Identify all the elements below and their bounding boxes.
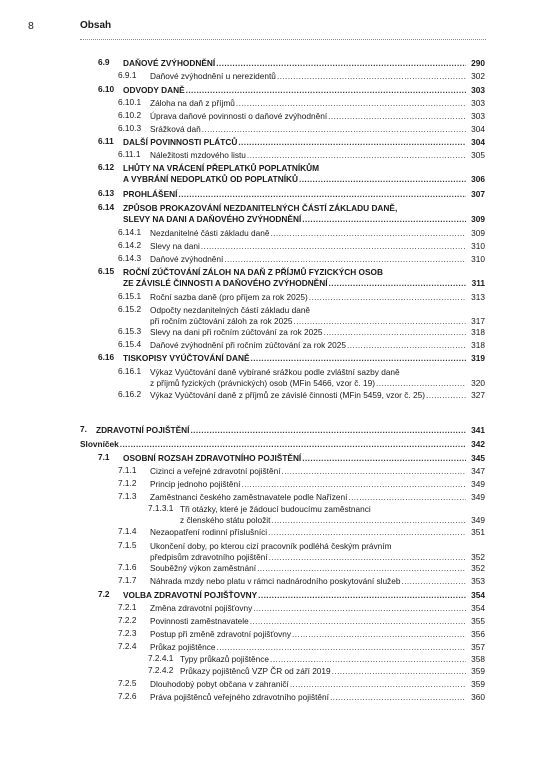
toc-entry-title: SLEVY NA DANI A DAŇOVÉHO ZVÝHODNĚNÍ — [123, 214, 302, 224]
toc-entry-title: Povinnosti zaměstnavatele — [150, 616, 249, 626]
toc-entry-number: 6.14.2 — [118, 240, 142, 250]
toc-entry-title: Nezdanitelné části základu daně — [150, 228, 270, 238]
dot-leader — [292, 629, 466, 639]
toc-entry-title: Slevy na dani — [150, 241, 200, 251]
toc-page-number: 304 — [471, 124, 485, 134]
toc-page-number: 311 — [471, 278, 485, 288]
toc-page-number: 317 — [471, 316, 485, 326]
toc-entry-title: z členského státu položit — [180, 515, 271, 525]
toc-subsection-entry[interactable] — [0, 678, 543, 689]
dot-leader — [309, 292, 466, 302]
toc-entry-title: Průkaz pojištěnce — [150, 642, 216, 652]
toc-section-entry[interactable] — [0, 202, 543, 224]
toc-section-entry[interactable] — [0, 266, 543, 288]
toc-entry-title: Změna zdravotní pojišťovny — [150, 603, 253, 613]
toc-entry-number: 6.10.3 — [118, 123, 142, 133]
toc-entry-title: VOLBA ZDRAVOTNÍ POJIŠŤOVNY — [123, 590, 258, 600]
toc-entry-title: Práva pojištěnců veřejného zdravotního pojištění — [150, 692, 329, 702]
toc-page-number: 349 — [471, 515, 485, 525]
toc-page-number: 327 — [471, 390, 485, 400]
toc-entry-number: 6.14.3 — [118, 253, 142, 263]
toc-entry-number: 7.2.2 — [118, 615, 137, 625]
dot-leader — [401, 576, 466, 586]
toc-entry-title: Záloha na daň z příjmů — [150, 98, 235, 108]
toc-subsection-entry[interactable] — [0, 526, 543, 537]
toc-page-number: 318 — [471, 340, 485, 350]
page-number: 8 — [28, 20, 34, 32]
dot-leader — [270, 654, 466, 664]
toc-section-entry[interactable] — [0, 57, 543, 68]
toc-page-number: 349 — [471, 479, 485, 489]
toc-subsection-entry[interactable] — [0, 70, 543, 81]
toc-entry-number: 6.16 — [98, 352, 115, 362]
dot-leader — [332, 666, 466, 676]
toc-subsection-entry[interactable] — [0, 339, 543, 350]
toc-page-number: 353 — [471, 576, 485, 586]
toc-subsection-entry[interactable] — [0, 478, 543, 489]
toc-entry-title: Výkaz Vyúčtování daně vybírané srážkou podle zvláštní sazby daně — [150, 367, 400, 377]
toc-subsection-entry[interactable] — [0, 465, 543, 476]
toc-entry-title: ZPŮSOB PROKAZOVÁNÍ NEZDANITELNÝCH ČÁSTÍ ZÁKLADU DANĚ, — [123, 203, 398, 213]
toc-page-number: 354 — [471, 590, 485, 600]
dot-leader — [294, 316, 466, 326]
toc-entry-title: Náhrada mzdy nebo platu v rámci nadnárodního poskytování služeb — [150, 576, 401, 586]
toc-entry-number: 7.2.3 — [118, 628, 137, 638]
dot-leader — [270, 228, 466, 238]
toc-entry-title: TISKOPISY VYÚČTOVÁNÍ DANĚ — [123, 353, 250, 363]
toc-entry-number: 7. — [80, 424, 87, 434]
toc-entry-number: 6.15.2 — [118, 304, 142, 314]
toc-subsection-entry[interactable] — [0, 503, 543, 525]
toc-entry-number: 7.2.4 — [118, 641, 137, 651]
toc-entry-number: 7.1.3 — [118, 491, 137, 501]
toc-subsection-entry[interactable] — [0, 615, 543, 626]
dot-leader — [330, 692, 466, 702]
toc-entry-title: Souběžný výkon zaměstnání — [150, 563, 257, 573]
dot-leader — [271, 515, 466, 525]
dot-leader — [277, 71, 466, 81]
toc-section-entry[interactable] — [0, 162, 543, 184]
toc-page-number: 356 — [471, 629, 485, 639]
toc-subsection-entry[interactable] — [0, 691, 543, 702]
toc-entry-title: DAŇOVÉ ZVÝHODNĚNÍ — [123, 58, 216, 68]
dot-leader — [236, 98, 466, 108]
toc-page-number: 354 — [471, 603, 485, 613]
dot-leader — [250, 616, 466, 626]
toc-subsection-entry[interactable] — [0, 253, 543, 264]
dot-leader — [178, 189, 466, 199]
toc-entry-number: 6.14 — [98, 202, 115, 212]
toc-subsection-entry[interactable] — [0, 562, 543, 573]
toc-page-number: 306 — [471, 174, 485, 184]
dot-leader — [347, 340, 466, 350]
toc-entry-title: LHŮTY NA VRÁCENÍ PŘEPLATKŮ POPLATNÍKŮM — [123, 163, 320, 173]
toc-entry-title: OSOBNÍ ROZSAH ZDRAVOTNÍHO POJIŠTĚNÍ — [123, 453, 302, 463]
dot-leader — [201, 241, 466, 251]
toc-entry-title: při ročním zúčtování záloh za rok 2025 — [150, 316, 293, 326]
toc-entry-number: 7.1.1 — [118, 465, 137, 475]
toc-subsection-entry[interactable] — [0, 97, 543, 108]
toc-entry-number: 7.2.4.2 — [148, 665, 174, 675]
toc-subsection-entry[interactable] — [0, 641, 543, 652]
toc-entry-number: 7.2.6 — [118, 691, 137, 701]
toc-entry-number: 7.1.6 — [118, 562, 137, 572]
toc-entry-number: 7.1.3.1 — [148, 503, 174, 513]
toc-subsection-entry[interactable] — [0, 540, 543, 562]
toc-entry-title: předpisům zdravotního pojištění — [150, 552, 268, 562]
toc-entry-title: Daňové zvýhodnění — [150, 254, 224, 264]
dot-leader — [299, 174, 466, 184]
toc-entry-title: Dlouhodobý pobyt občana v zahraničí — [150, 679, 289, 689]
toc-entry-number: 6.10.1 — [118, 97, 142, 107]
toc-page-number: 310 — [471, 241, 485, 251]
toc-page-number: 359 — [471, 666, 485, 676]
toc-section-entry[interactable] — [0, 188, 543, 199]
toc-entry-number: 7.2.1 — [118, 602, 137, 612]
toc-page-number: 309 — [471, 214, 485, 224]
toc-subsection-entry[interactable] — [0, 575, 543, 586]
toc-page-number: 351 — [471, 527, 485, 537]
dot-leader — [247, 150, 466, 160]
toc-page-number: 342 — [471, 439, 485, 449]
toc-entry-title: Cizinci a veřejné zdravotní pojištění — [150, 466, 281, 476]
toc-entry-number: 7.1.7 — [118, 575, 137, 585]
dot-leader — [426, 390, 466, 400]
toc-entry-number: 6.12 — [98, 162, 115, 172]
toc-subsection-entry[interactable] — [0, 326, 543, 337]
toc-page-number: 302 — [471, 71, 485, 81]
toc-page-number: 352 — [471, 552, 485, 562]
dot-leader — [250, 353, 466, 363]
toc-subsection-entry[interactable] — [0, 491, 543, 502]
toc-entry-number: 7.1 — [98, 452, 110, 462]
toc-entry-number: 7.2.5 — [118, 678, 137, 688]
toc-entry-title: Výkaz Vyúčtování daně z příjmů ze závislé činnosti (MFin 5459, vzor č. 25) — [150, 390, 425, 400]
dot-leader — [348, 492, 466, 502]
dot-leader — [258, 590, 466, 600]
toc-entry-title: z příjmů fyzických (právnických) osob (MFin 5466, vzor č. 19) — [150, 378, 376, 388]
toc-page-number: 303 — [471, 85, 485, 95]
toc-entry-number: 7.2 — [98, 589, 110, 599]
toc-subsection-entry[interactable] — [0, 389, 543, 400]
toc-entry-number: 6.10 — [98, 84, 115, 94]
toc-subsection-entry[interactable] — [0, 227, 543, 238]
toc-entry-title: Odpočty nezdanitelných částí základu daně — [150, 305, 311, 315]
toc-entry-title: Slovníček — [80, 439, 119, 449]
toc-entry-number: 6.15 — [98, 266, 115, 276]
toc-subsection-entry[interactable] — [0, 123, 543, 134]
toc-section-entry[interactable] — [0, 424, 543, 435]
toc-page-number: 352 — [471, 563, 485, 573]
dot-leader — [376, 378, 466, 388]
toc-page-number: 347 — [471, 466, 485, 476]
toc-entry-number: 6.11.1 — [118, 149, 141, 159]
toc-subsection-entry[interactable] — [0, 366, 543, 388]
toc-page-number: 319 — [471, 353, 485, 363]
toc-entry-title: A VYBRÁNÍ NEDOPLATKŮ OD POPLATNÍKŮ — [123, 174, 299, 184]
toc-entry-number: 6.16.1 — [118, 366, 142, 376]
toc-subsection-entry[interactable] — [0, 149, 543, 160]
toc-entry-number: 6.11 — [98, 136, 114, 146]
toc-entry-number: 6.15.4 — [118, 339, 142, 349]
toc-entry-number: 6.10.2 — [118, 110, 142, 120]
dot-leader — [329, 278, 466, 288]
toc-entry-number: 7.1.4 — [118, 526, 137, 536]
toc-subsection-entry[interactable] — [0, 653, 543, 664]
toc-entry-number: 6.16.2 — [118, 389, 142, 399]
toc-entry-number: 6.9 — [98, 57, 110, 67]
toc-page-number: 309 — [471, 228, 485, 238]
dot-leader — [257, 563, 466, 573]
toc-page-number: 318 — [471, 327, 485, 337]
toc-entry-number: 6.9.1 — [118, 70, 137, 80]
toc-entry-number: 7.2.4.1 — [148, 653, 174, 663]
dot-leader — [120, 439, 466, 449]
toc-page-number: 355 — [471, 616, 485, 626]
dot-leader — [268, 527, 466, 537]
toc-entry-title: PROHLÁŠENÍ — [123, 189, 178, 199]
toc-page-number: 359 — [471, 679, 485, 689]
toc-subsection-entry[interactable] — [0, 628, 543, 639]
toc-entry-title: Princip jednoho pojištění — [150, 479, 241, 489]
dot-leader — [302, 214, 466, 224]
toc-entry-title: Slevy na dani při ročním zúčtování za rok 2025 — [150, 327, 323, 337]
dot-leader — [302, 453, 466, 463]
toc-entry-title: Roční sazba daně (pro příjem za rok 2025) — [150, 292, 308, 302]
toc-entry-title: Postup při změně zdravotní pojišťovny — [150, 629, 292, 639]
dot-leader — [224, 254, 466, 264]
toc-page-number: 303 — [471, 98, 485, 108]
toc-page-number: 358 — [471, 654, 485, 664]
toc-subsection-entry[interactable] — [0, 665, 543, 676]
toc-page-number: 345 — [471, 453, 485, 463]
toc-entry-number: 6.13 — [98, 188, 115, 198]
dot-leader — [253, 603, 466, 613]
toc-page-number: 303 — [471, 111, 485, 121]
toc-section-entry[interactable] — [0, 352, 543, 363]
toc-entry-title: Ukončení doby, po kterou cizí pracovník podléhá českým právním — [150, 541, 392, 551]
toc-entry-number: 6.15.1 — [118, 291, 142, 301]
toc-section-entry[interactable] — [0, 84, 543, 95]
toc-entry-title: Typy průkazů pojištěnce — [180, 654, 270, 664]
toc-subsection-entry[interactable] — [0, 304, 543, 326]
dot-leader — [190, 425, 466, 435]
toc-section-entry[interactable] — [0, 136, 543, 147]
toc-entry-title: ROČNÍ ZÚČTOVÁNÍ ZÁLOH NA DAŇ Z PŘÍJMŮ FYZICKÝCH OSOB — [123, 267, 383, 277]
toc-page-number: 305 — [471, 150, 485, 160]
toc-entry-title: Nezaopatření rodinní příslušníci — [150, 527, 268, 537]
toc-page-number: 307 — [471, 189, 485, 199]
toc-page-number: 310 — [471, 254, 485, 264]
dot-leader — [282, 466, 466, 476]
running-title: Obsah — [80, 20, 112, 31]
toc-page-number: 360 — [471, 692, 485, 702]
toc-subsection-entry[interactable] — [0, 602, 543, 613]
toc-entry-title: Zaměstnanci českého zaměstnavatele podle Nařízení — [150, 492, 348, 502]
dot-leader — [238, 137, 466, 147]
dot-leader — [217, 642, 467, 652]
toc-entry-title: Průkazy pojištěnců VZP ČR od září 2019 — [180, 666, 331, 676]
dot-leader — [216, 58, 466, 68]
toc-entry-title: Daňové zvýhodnění při ročním zúčtování za rok 2025 — [150, 340, 347, 350]
dot-leader — [290, 679, 466, 689]
dot-leader — [328, 111, 466, 121]
toc-entry-title: Daňové zvýhodnění u nerezidentů — [150, 71, 276, 81]
toc-entry-number: 7.1.2 — [118, 478, 137, 488]
toc-page-number: 320 — [471, 378, 485, 388]
toc-entry-title: ZDRAVOTNÍ POJIŠTĚNÍ — [96, 425, 190, 435]
toc-entry-title: Srážková daň — [150, 124, 201, 134]
toc-subsection-entry[interactable] — [0, 291, 543, 302]
toc-entry-title: Tři otázky, které je žádoucí budoucímu zaměstnanci — [180, 504, 371, 514]
toc-page-number: 349 — [471, 492, 485, 502]
toc-page-number: 313 — [471, 292, 485, 302]
toc-section-entry[interactable] — [0, 589, 543, 600]
toc-entry-title: Náležitosti mzdového listu — [150, 150, 246, 160]
dot-leader — [186, 85, 466, 95]
dot-leader — [269, 552, 466, 562]
toc-section-entry[interactable] — [0, 438, 543, 449]
toc-entry-number: 7.1.5 — [118, 540, 137, 550]
toc-entry-title: ODVODY DANĚ — [123, 85, 185, 95]
dot-leader — [202, 124, 466, 134]
dot-leader — [323, 327, 466, 337]
toc-entry-title: ZE ZÁVISLÉ ČINNOSTI A DAŇOVÉHO ZVÝHODNĚNÍ — [123, 278, 328, 288]
toc-page-number: 290 — [471, 58, 485, 68]
dot-leader — [241, 479, 466, 489]
toc-entry-number: 6.14.1 — [118, 227, 142, 237]
toc-page-number: 341 — [471, 425, 485, 435]
toc-section-entry[interactable] — [0, 452, 543, 463]
toc-subsection-entry[interactable] — [0, 110, 543, 121]
toc-subsection-entry[interactable] — [0, 240, 543, 251]
toc-page-number: 357 — [471, 642, 485, 652]
toc-entry-title: Úprava daňové povinnosti o daňové zvýhodnění — [150, 111, 328, 121]
toc-entry-title: DALŠÍ POVINNOSTI PLÁTCŮ — [123, 137, 238, 147]
toc-entry-number: 6.15.3 — [118, 326, 142, 336]
toc-page-number: 304 — [471, 137, 485, 147]
